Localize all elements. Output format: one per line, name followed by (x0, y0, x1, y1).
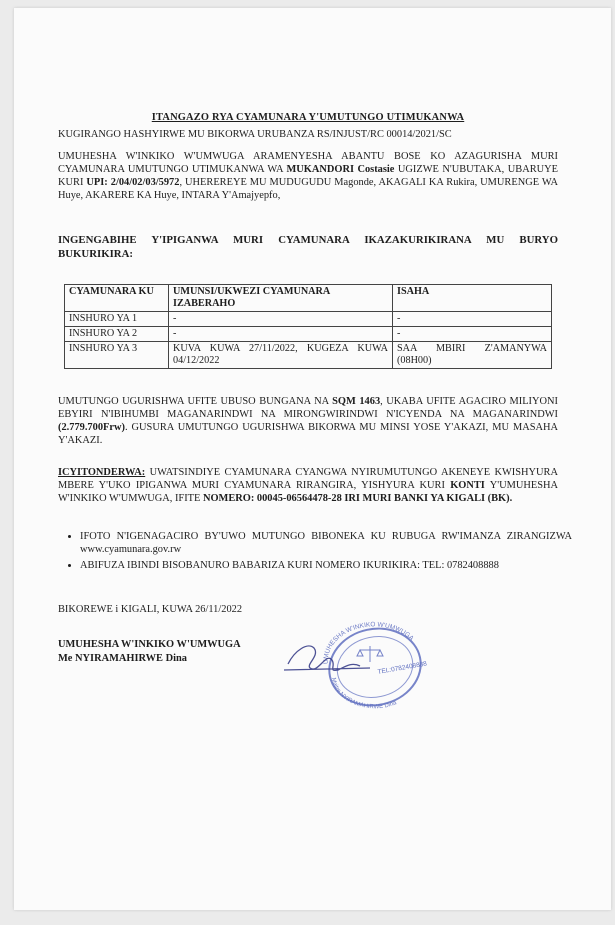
table-row (65, 312, 552, 327)
table-header: ISAHA (393, 285, 552, 312)
signer-name: Me NYIRAMAHIRWE Dina (58, 653, 187, 664)
table-cell: SAA MBIRI Z'AMANYWA (08H00) (393, 342, 552, 369)
table-cell: - (169, 327, 393, 342)
table-header: UMUNSI/UKWEZI CYAMUNARA IZABERAHO (169, 285, 393, 312)
account-number: NOMERO: 00045-06564478-28 IRI MURI BANKI YA KIGALI (BK). (202, 493, 513, 504)
info-list (64, 530, 572, 575)
table-row (65, 327, 552, 342)
stamp-text-top: UMUHESHA W'INKIKO W'UMWUGA (322, 621, 415, 665)
property-area: SQM 1463 (332, 396, 381, 407)
stamp-text-name: Maitre NYIRAMAHIRWE Dina (329, 677, 398, 711)
note-label: ICYITONDERWA: (58, 467, 146, 478)
table-header: CYAMUNARA KU (65, 285, 169, 312)
property-value: (2.779.700Frw) (58, 422, 125, 433)
table-cell: INSHURO YA 1 (65, 312, 169, 327)
list-item: • IFOTO N'IGENAGACIRO BY'UWO MUTUNGO BIBONEKA KU RUBUGA RW'IMANZA ZIRANGIZWA www.cyamunara.gov.rw (80, 530, 572, 556)
table-row (65, 342, 552, 369)
document-page (14, 8, 611, 910)
official-stamp (280, 612, 450, 712)
table-cell: INSHURO YA 2 (65, 327, 169, 342)
date-line: BIKOREWE i KIGALI, KUWA 26/11/2022 (58, 604, 243, 615)
intro-paragraph: UMUHESHA W'INKIKO W'UMWUGA ARAMENYESHA ABANTU BOSE KO AZAGURISHA MURI CYAMUNARA UMUTUNGO UTIMUKANWA WA MUKANDORI Costasie UGIZWE N'UBUTAKA, UBARUYE KURI UPI: 2/04/02/03/5972, UHEREREYE MU MUDUGUDU Magonde, AKAGALI KA Rukira, UMURENGE WA Huye, AKARERE KA Huye, INTARA Y'Amajyepfo, (58, 151, 559, 201)
upi-number: UPI: 2/04/02/03/5972 (86, 177, 180, 188)
scales-icon (357, 646, 383, 662)
table-cell: - (393, 312, 552, 327)
notice-title: ITANGAZO RYA CYAMUNARA Y'UMUTUNGO UTIMUKANWA (151, 112, 465, 123)
property-paragraph: UMUTUNGO UGURISHWA UFITE UBUSO BUNGANA NA SQM 1463, UKABA UFITE AGACIRO MILIYONI EBYIRI N'IBIHUMBI MAGANARINDWI NA MIRONGWIRINDWI N'ICYENDA NA MAGANARINDWI (2.779.700Frw). GUSURA UMUTUNGO UGURISHWA BIKORWA MU MINSI YOSE Y'AKAZI, MU MASAHA Y'AKAZI. (58, 396, 558, 446)
auction-schedule-table (64, 284, 552, 369)
table-header-row (65, 285, 552, 312)
payment-note: ICYITONDERWA: UWATSINDIYE CYAMUNARA CYANGWA NYIRUMUTUNGO AKENEYE KWISHYURA MBERE Y'UKO IPIGANWA MURI CYAMUNARA RIRANGIRA, YISHYURA KURI KONTI Y'UMUHESHA W'INKIKO W'UMWUGA, IFITE NOMERO: 00045-06564478-28 IRI MURI BANKI YA KIGALI (BK). (58, 467, 558, 504)
account-label: KONTI (450, 480, 485, 491)
table-cell: - (169, 312, 393, 327)
stamp-tel: TEL:0782408888 (377, 660, 428, 676)
case-reference: KUGIRANGO HASHYIRWE MU BIKORWA URUBANZA RS/INJUST/RC 00014/2021/SC (58, 129, 452, 140)
list-item: • ABIFUZA IBINDI BISOBANURO BABARIZA KURI NOMERO IKURIKIRA: TEL: 0782408888 (80, 559, 572, 572)
owner-name: MUKANDORI Costasie (286, 164, 395, 175)
schedule-heading: INGENGABIHE Y'IPIGANWA MURI CYAMUNARA IKAZAKURIKIRANA MU BURYO BUKURIKIRA: (58, 234, 558, 260)
table-cell: - (393, 327, 552, 342)
table-cell: INSHURO YA 3 (65, 342, 169, 369)
table-cell: KUVA KUWA 27/11/2022, KUGEZA KUWA 04/12/2022 (169, 342, 393, 369)
signer-title: UMUHESHA W'INKIKO W'UMWUGA (58, 639, 241, 650)
